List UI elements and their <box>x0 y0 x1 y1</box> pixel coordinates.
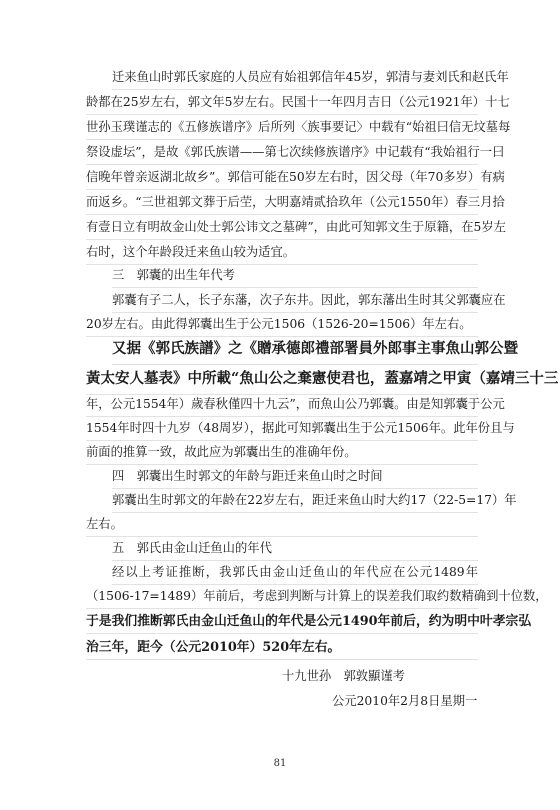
conclusion-line: 于是我们推断郭氏由金山迁鱼山的年代是公元1490年前后，约为明中叶孝宗弘 <box>86 610 478 634</box>
text-line: 左右。 <box>86 513 478 537</box>
text-line: 迁来鱼山时郭氏家庭的人员应有始祖郭信年45岁，郭清与妻刘氏和赵氏年 <box>112 66 478 90</box>
text-line: 年，公元1554年）歲春秋僅四十九云”，而魚山公乃郭囊。由是知郭囊于公元 <box>86 393 478 417</box>
author-signature: 十九世孙 郭敦顯谨考 <box>282 669 405 683</box>
text-line: 信晚年曾亲返湖北故乡”。郭信可能在50岁左右时，因父母（年70多岁）有病 <box>86 166 478 190</box>
section-heading: 五 郭氏由金山迁鱼山的年代 <box>112 537 478 561</box>
text-line: （1506-17=1489）年前后，考虑到判断与计算上的误差我们取约数精确到十位数， <box>86 585 478 609</box>
section-heading: 三 郭囊的出生年代考 <box>112 264 478 288</box>
text-line: 郭囊出生时郭文的年龄在22岁左右，距迁来鱼山时大约17（22-5=17）年 <box>112 489 478 513</box>
text-line-emphasis: 又据《郭氏族譜》之《贈承德郎禮部署員外郎事主事魚山郭公暨 <box>112 334 478 365</box>
text-line: 20岁左右。由此得郭囊出生于公元1506（1526-20=1506）年左右。 <box>86 313 478 337</box>
section-heading: 四 郭囊出生时郭文的年龄与距迁来鱼山时之时间 <box>112 465 478 489</box>
conclusion-line: 治三年，距今（公元2010年）520年左右。 <box>86 636 478 660</box>
text-line: 龄都在25岁左右，郭文年5岁左右。民国十一年四月吉日（公元1921年）十七 <box>86 91 478 115</box>
text-line: 祭设虚坛”，是故《郭氏族谱——第七次续修族谱序》中记载有“我始祖行一曰 <box>86 141 478 165</box>
signature-date: 公元2010年2月8日星期一 <box>332 694 478 708</box>
text-line-emphasis: 黃太安人墓表》中所載“魚山公之棄憲使君也，蓋嘉靖之甲寅（嘉靖三十三 <box>86 364 478 395</box>
text-line: 世孙玉璞谨志的《五修族谱序》后所列〈族事要记〉中载有“始祖曰信无坟墓每 <box>86 116 478 140</box>
text-line: 前面的推算一致，故此应为郭囊出生的准确年份。 <box>86 441 478 465</box>
text-line: 而返乡。“三世祖郭文葬于后茔，大明嘉靖贰拾玖年（公元1550年）春三月拾 <box>86 191 478 215</box>
text-line: 右时，这个年龄段迁来鱼山较为适宜。 <box>86 241 478 265</box>
text-line: 经以上考证推断，我郭氏由金山迁鱼山的年代应在公元1489年 <box>112 561 478 585</box>
page-number: 81 <box>273 758 287 769</box>
text-line: 有壹日立有明故金山处士郭公讳文之墓碑”，由此可知郭文生于原籍，在5岁左 <box>86 216 478 240</box>
text-line: 1554年时四十九岁（48周岁），据此可知郭囊出生于公元1506年。此年份且与 <box>86 417 478 441</box>
text-line: 郭囊有子二人，长子东藩，次子东井。因此，郭东藩出生时其父郭囊应在 <box>112 289 478 313</box>
